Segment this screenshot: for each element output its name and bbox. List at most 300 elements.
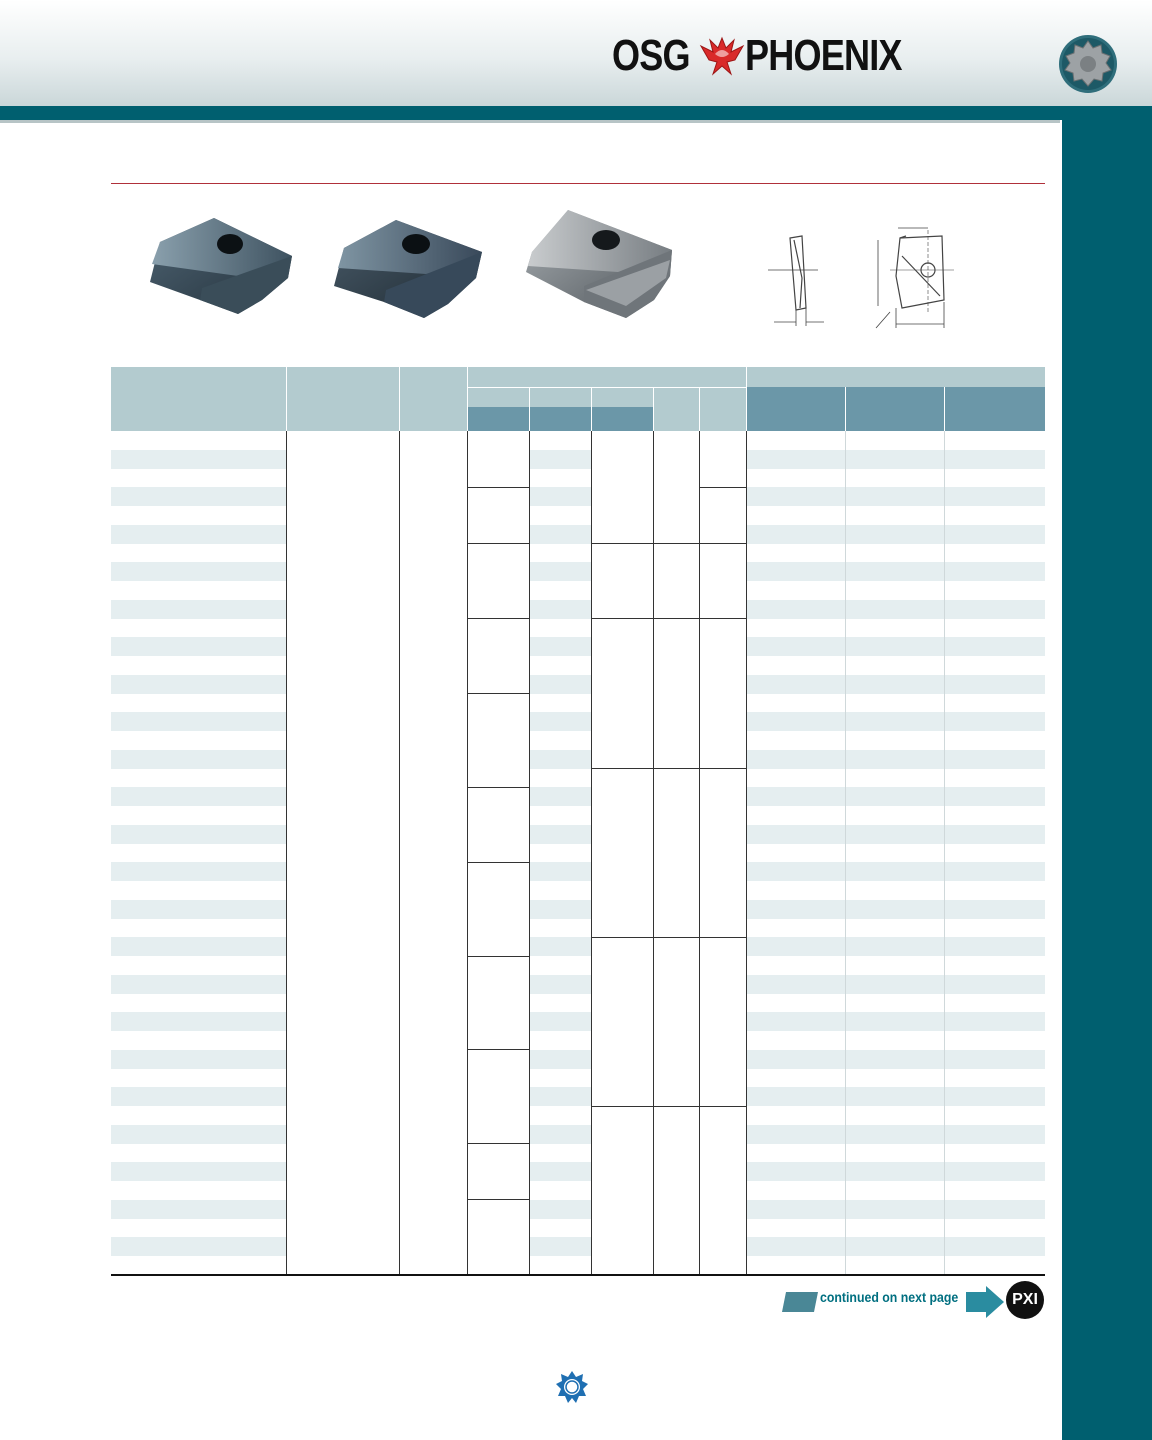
table-cell xyxy=(699,881,746,900)
table-cell xyxy=(111,656,286,675)
table-cell xyxy=(746,1181,845,1200)
table-row xyxy=(111,1106,1045,1125)
table-cell xyxy=(529,487,591,506)
table-cell xyxy=(591,994,653,1013)
table-cell xyxy=(286,1050,399,1069)
table-cell xyxy=(529,431,591,450)
table-cell xyxy=(111,731,286,750)
table-cell xyxy=(653,937,699,956)
table-cell xyxy=(467,675,529,694)
table-cell xyxy=(746,956,845,975)
table-cell xyxy=(591,862,653,881)
table-cell xyxy=(746,581,845,600)
table-cell xyxy=(399,1256,467,1275)
table-cell xyxy=(399,1050,467,1069)
table-cell xyxy=(111,581,286,600)
table-cell xyxy=(529,881,591,900)
table-cell xyxy=(699,1031,746,1050)
table-cell xyxy=(529,731,591,750)
table-cell xyxy=(111,975,286,994)
table-cell xyxy=(591,581,653,600)
table-cell xyxy=(653,881,699,900)
table-cell xyxy=(399,1162,467,1181)
table-cell xyxy=(699,806,746,825)
table-cell xyxy=(399,975,467,994)
table-cell xyxy=(286,900,399,919)
table-cell xyxy=(111,1162,286,1181)
table-cell xyxy=(286,637,399,656)
table-cell xyxy=(591,506,653,525)
table-cell xyxy=(286,806,399,825)
table-cell xyxy=(746,450,845,469)
table-cell xyxy=(111,450,286,469)
section-rule xyxy=(111,183,1045,184)
table-cell xyxy=(845,675,944,694)
table-cell xyxy=(467,844,529,863)
table-cell xyxy=(399,450,467,469)
table-row xyxy=(111,1162,1045,1181)
table-row xyxy=(111,619,1045,638)
table-cell xyxy=(529,1219,591,1238)
table-cell xyxy=(746,675,845,694)
header-cell-dim4 xyxy=(653,387,699,431)
header-cell-unit1 xyxy=(467,407,529,431)
table-cell xyxy=(699,787,746,806)
table-row xyxy=(111,1050,1045,1069)
table-cell xyxy=(399,806,467,825)
table-cell xyxy=(746,600,845,619)
table-row xyxy=(111,694,1045,713)
table-cell xyxy=(653,806,699,825)
table-cell xyxy=(529,712,591,731)
table-cell xyxy=(944,1181,1045,1200)
table-cell xyxy=(286,1106,399,1125)
table-cell xyxy=(467,637,529,656)
table-cell xyxy=(591,1069,653,1088)
table-cell xyxy=(653,656,699,675)
table-cell xyxy=(529,750,591,769)
table-cell xyxy=(746,994,845,1013)
table-cell xyxy=(653,450,699,469)
table-cell xyxy=(944,431,1045,450)
table-cell xyxy=(944,937,1045,956)
table-cell xyxy=(399,862,467,881)
table-cell xyxy=(529,1087,591,1106)
table-row xyxy=(111,1012,1045,1031)
table-cell xyxy=(529,1237,591,1256)
table-cell xyxy=(399,675,467,694)
table-cell xyxy=(845,1012,944,1031)
table-cell xyxy=(111,1069,286,1088)
table-cell xyxy=(591,1162,653,1181)
table-cell xyxy=(653,525,699,544)
table-cell xyxy=(529,600,591,619)
table-cell xyxy=(944,975,1045,994)
table-cell xyxy=(467,862,529,881)
table-cell xyxy=(653,900,699,919)
table-row xyxy=(111,450,1045,469)
table-cell xyxy=(286,1069,399,1088)
table-cell xyxy=(467,769,529,788)
table-cell xyxy=(944,900,1045,919)
table-cell xyxy=(699,900,746,919)
table-cell xyxy=(286,881,399,900)
table-cell xyxy=(699,1125,746,1144)
table-cell xyxy=(467,1069,529,1088)
table-cell xyxy=(591,975,653,994)
table-cell xyxy=(286,956,399,975)
table-cell xyxy=(653,1144,699,1163)
table-cell xyxy=(399,656,467,675)
table-cell xyxy=(746,637,845,656)
table-cell xyxy=(653,844,699,863)
table-cell xyxy=(467,919,529,938)
table-cell xyxy=(467,469,529,488)
table-cell xyxy=(653,581,699,600)
table-cell xyxy=(699,656,746,675)
table-row xyxy=(111,1125,1045,1144)
table-cell xyxy=(467,712,529,731)
table-cell xyxy=(845,637,944,656)
table-cell xyxy=(746,825,845,844)
table-cell xyxy=(699,1219,746,1238)
table-cell xyxy=(529,919,591,938)
table-cell xyxy=(944,581,1045,600)
table-cell xyxy=(653,1256,699,1275)
table-cell xyxy=(746,619,845,638)
table-cell xyxy=(653,1181,699,1200)
table-cell xyxy=(653,1162,699,1181)
table-cell xyxy=(467,1181,529,1200)
table-cell xyxy=(467,1200,529,1219)
side-view-diagram xyxy=(760,218,840,330)
table-cell xyxy=(111,1031,286,1050)
table-cell xyxy=(111,1237,286,1256)
table-cell xyxy=(286,675,399,694)
table-cell xyxy=(746,487,845,506)
table-cell xyxy=(591,675,653,694)
insert-photo-2 xyxy=(330,214,490,326)
table-cell xyxy=(286,975,399,994)
table-cell xyxy=(699,937,746,956)
table-cell xyxy=(591,1106,653,1125)
table-cell xyxy=(845,769,944,788)
table-cell xyxy=(944,1012,1045,1031)
insert-spec-table xyxy=(111,367,1045,1276)
table-cell xyxy=(399,731,467,750)
table-cell xyxy=(845,975,944,994)
header-shadow xyxy=(0,120,1060,123)
table-cell xyxy=(529,450,591,469)
front-view-diagram xyxy=(866,216,956,332)
table-cell xyxy=(653,1087,699,1106)
table-cell xyxy=(286,600,399,619)
table-body xyxy=(111,431,1045,1276)
table-cell xyxy=(944,956,1045,975)
table-cell xyxy=(699,1106,746,1125)
table-cell xyxy=(286,712,399,731)
table-cell xyxy=(653,469,699,488)
table-cell xyxy=(399,694,467,713)
table-cell xyxy=(286,787,399,806)
table-cell xyxy=(286,750,399,769)
pxi-badge: PXI xyxy=(1006,1281,1044,1319)
table-cell xyxy=(111,881,286,900)
table-cell xyxy=(111,787,286,806)
table-cell xyxy=(699,506,746,525)
table-cell xyxy=(399,1237,467,1256)
header-cell-col2 xyxy=(286,367,399,431)
table-row xyxy=(111,1069,1045,1088)
table-cell xyxy=(286,937,399,956)
table-cell xyxy=(845,1256,944,1275)
table-cell xyxy=(467,1125,529,1144)
table-cell xyxy=(399,431,467,450)
table-cell xyxy=(746,431,845,450)
table-cell xyxy=(699,769,746,788)
table-cell xyxy=(653,712,699,731)
table-cell xyxy=(845,619,944,638)
table-row xyxy=(111,1181,1045,1200)
table-cell xyxy=(653,544,699,563)
table-cell xyxy=(111,525,286,544)
table-cell xyxy=(944,675,1045,694)
table-cell xyxy=(944,1144,1045,1163)
table-cell xyxy=(591,450,653,469)
table-cell xyxy=(286,731,399,750)
table-cell xyxy=(653,431,699,450)
table-cell xyxy=(944,787,1045,806)
table-cell xyxy=(699,1256,746,1275)
table-cell xyxy=(111,844,286,863)
table-row xyxy=(111,994,1045,1013)
table-cell xyxy=(653,994,699,1013)
table-cell xyxy=(111,919,286,938)
table-cell xyxy=(591,937,653,956)
table-cell xyxy=(944,881,1045,900)
table-cell xyxy=(591,956,653,975)
continued-note: continued on next page xyxy=(820,1289,959,1305)
table-cell xyxy=(111,1106,286,1125)
table-cell xyxy=(591,900,653,919)
table-cell xyxy=(845,469,944,488)
table-cell xyxy=(746,506,845,525)
header-cell-unit2 xyxy=(529,407,591,431)
table-cell xyxy=(944,600,1045,619)
table-cell xyxy=(529,1050,591,1069)
table-cell xyxy=(653,975,699,994)
table-cell xyxy=(529,787,591,806)
table-cell xyxy=(399,1069,467,1088)
table-cell xyxy=(399,1181,467,1200)
table-cell xyxy=(845,544,944,563)
table-cell xyxy=(653,1200,699,1219)
table-cell xyxy=(944,769,1045,788)
table-cell xyxy=(653,694,699,713)
table-cell xyxy=(591,1237,653,1256)
table-cell xyxy=(845,1069,944,1088)
table-cell xyxy=(944,562,1045,581)
table-cell xyxy=(529,806,591,825)
table-row xyxy=(111,806,1045,825)
table-cell xyxy=(111,712,286,731)
table-cell xyxy=(944,694,1045,713)
table-cell xyxy=(591,731,653,750)
table-cell xyxy=(699,562,746,581)
table-cell xyxy=(845,825,944,844)
table-cell xyxy=(467,544,529,563)
table-row xyxy=(111,1219,1045,1238)
table-cell xyxy=(399,469,467,488)
table-cell xyxy=(529,1106,591,1125)
table-cell xyxy=(467,937,529,956)
table-row xyxy=(111,1237,1045,1256)
table-cell xyxy=(529,937,591,956)
table-cell xyxy=(529,1069,591,1088)
phoenix-icon xyxy=(697,34,747,78)
table-cell xyxy=(399,769,467,788)
table-cell xyxy=(746,656,845,675)
table-cell xyxy=(286,694,399,713)
table-cell xyxy=(699,1162,746,1181)
table-cell xyxy=(845,600,944,619)
table-cell xyxy=(845,1237,944,1256)
table-row xyxy=(111,975,1045,994)
table-cell xyxy=(399,1012,467,1031)
table-cell xyxy=(529,1162,591,1181)
table-row xyxy=(111,731,1045,750)
table-cell xyxy=(529,1031,591,1050)
table-cell xyxy=(399,1125,467,1144)
table-cell xyxy=(845,844,944,863)
table-cell xyxy=(399,544,467,563)
table-cell xyxy=(529,1181,591,1200)
table-cell xyxy=(746,1144,845,1163)
table-cell xyxy=(286,919,399,938)
table-cell xyxy=(944,731,1045,750)
table-cell xyxy=(399,844,467,863)
table-cell xyxy=(529,544,591,563)
table-cell xyxy=(399,600,467,619)
table-cell xyxy=(944,619,1045,638)
table-cell xyxy=(746,1087,845,1106)
table-cell xyxy=(529,956,591,975)
table-row xyxy=(111,712,1045,731)
table-cell xyxy=(746,806,845,825)
table-cell xyxy=(699,487,746,506)
table-cell xyxy=(699,956,746,975)
header-cell-dim5 xyxy=(699,387,746,431)
brand-left-word: OSG xyxy=(612,31,690,80)
table-cell xyxy=(699,1144,746,1163)
table-cell xyxy=(467,1219,529,1238)
table-cell xyxy=(591,544,653,563)
table-cell xyxy=(591,712,653,731)
table-cell xyxy=(944,994,1045,1013)
table-cell xyxy=(845,581,944,600)
table-cell xyxy=(111,1125,286,1144)
table-cell xyxy=(699,469,746,488)
table-cell xyxy=(286,1144,399,1163)
table-cell xyxy=(591,1256,653,1275)
table-cell xyxy=(111,1256,286,1275)
table-cell xyxy=(111,862,286,881)
table-row xyxy=(111,956,1045,975)
right-sidebar xyxy=(1062,120,1152,1440)
table-cell xyxy=(399,900,467,919)
table-cell xyxy=(746,1106,845,1125)
table-cell xyxy=(699,1200,746,1219)
table-cell xyxy=(111,806,286,825)
header-cell-dimensions xyxy=(467,367,746,387)
table-cell xyxy=(467,994,529,1013)
table-cell xyxy=(286,769,399,788)
table-cell xyxy=(699,1181,746,1200)
table-cell xyxy=(944,1050,1045,1069)
table-cell xyxy=(944,1106,1045,1125)
table-row xyxy=(111,881,1045,900)
table-cell xyxy=(699,994,746,1013)
table-cell xyxy=(529,769,591,788)
table-cell xyxy=(845,881,944,900)
table-cell xyxy=(111,637,286,656)
table-cell xyxy=(111,1087,286,1106)
table-cell xyxy=(111,994,286,1013)
table-row xyxy=(111,487,1045,506)
table-cell xyxy=(591,1200,653,1219)
table-cell xyxy=(111,506,286,525)
table-cell xyxy=(111,694,286,713)
table-cell xyxy=(529,619,591,638)
table-cell xyxy=(111,600,286,619)
table-cell xyxy=(111,562,286,581)
table-cell xyxy=(653,750,699,769)
table-cell xyxy=(845,712,944,731)
table-cell xyxy=(467,731,529,750)
table-cell xyxy=(699,694,746,713)
table-cell xyxy=(746,1219,845,1238)
table-cell xyxy=(746,562,845,581)
table-cell xyxy=(591,1012,653,1031)
table-cell xyxy=(467,431,529,450)
table-cell xyxy=(591,769,653,788)
table-cell xyxy=(529,1125,591,1144)
table-cell xyxy=(467,1012,529,1031)
table-cell xyxy=(529,1012,591,1031)
table-row xyxy=(111,656,1045,675)
table-cell xyxy=(746,1031,845,1050)
table-row xyxy=(111,431,1045,450)
table-cell xyxy=(746,750,845,769)
table-cell xyxy=(845,900,944,919)
table-cell xyxy=(529,694,591,713)
table-cell xyxy=(746,919,845,938)
table-cell xyxy=(591,1181,653,1200)
table-cell xyxy=(653,1106,699,1125)
table-cell xyxy=(286,994,399,1013)
table-cell xyxy=(944,469,1045,488)
table-cell xyxy=(746,1069,845,1088)
table-cell xyxy=(653,506,699,525)
table-cell xyxy=(746,1162,845,1181)
table-row xyxy=(111,1256,1045,1275)
table-cell xyxy=(467,506,529,525)
table-cell xyxy=(111,469,286,488)
table-cell xyxy=(399,1144,467,1163)
table-cell xyxy=(286,862,399,881)
table-cell xyxy=(653,1050,699,1069)
table-cell xyxy=(111,1144,286,1163)
